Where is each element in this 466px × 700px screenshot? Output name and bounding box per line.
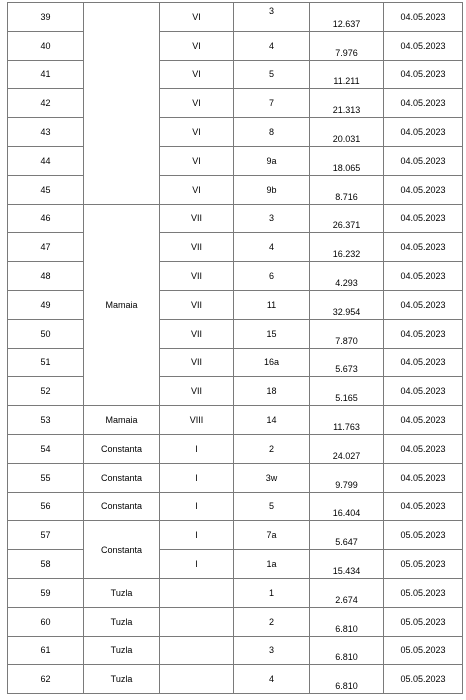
area-cell: 5.165	[310, 377, 384, 406]
nr-cell: 58	[8, 550, 84, 579]
parcel-cell: 9a	[234, 146, 310, 175]
sector-cell	[160, 578, 234, 607]
date-cell: 04.05.2023	[384, 89, 463, 118]
sector-cell: VII	[160, 233, 234, 262]
parcel-cell: 14	[234, 406, 310, 435]
table-row	[8, 233, 463, 262]
sector-cell: VI	[160, 60, 234, 89]
table-row	[8, 146, 463, 175]
nr-cell: 57	[8, 521, 84, 550]
date-cell: 04.05.2023	[384, 204, 463, 233]
nr-cell: 47	[8, 233, 84, 262]
sector-cell: VIII	[160, 406, 234, 435]
area-cell: 5.673	[310, 348, 384, 377]
date-cell: 04.05.2023	[384, 31, 463, 60]
area-cell: 16.404	[310, 492, 384, 521]
nr-cell: 41	[8, 60, 84, 89]
location-cell-constanta: Constanta	[84, 521, 160, 579]
parcel-cell: 18	[234, 377, 310, 406]
table-row	[8, 118, 463, 147]
date-cell: 04.05.2023	[384, 319, 463, 348]
nr-cell: 43	[8, 118, 84, 147]
table-row	[8, 434, 463, 463]
sector-cell: VI	[160, 89, 234, 118]
parcel-cell: 4	[234, 233, 310, 262]
parcel-table	[7, 2, 463, 694]
nr-cell: 46	[8, 204, 84, 233]
area-cell: 21.313	[310, 89, 384, 118]
sector-cell: VII	[160, 348, 234, 377]
date-cell: 05.05.2023	[384, 521, 463, 550]
nr-cell: 39	[8, 3, 84, 32]
parcel-cell: 1	[234, 578, 310, 607]
parcel-cell: 3	[234, 3, 310, 32]
parcel-cell: 16a	[234, 348, 310, 377]
sector-cell: I	[160, 550, 234, 579]
parcel-cell: 5	[234, 60, 310, 89]
table-row	[8, 377, 463, 406]
parcel-cell: 3w	[234, 463, 310, 492]
nr-cell: 44	[8, 146, 84, 175]
parcel-cell: 9b	[234, 175, 310, 204]
table-row	[8, 175, 463, 204]
nr-cell: 54	[8, 434, 84, 463]
nr-cell: 62	[8, 665, 84, 694]
area-cell: 2.674	[310, 578, 384, 607]
area-cell: 18.065	[310, 146, 384, 175]
parcel-cell: 3	[234, 204, 310, 233]
table-row	[8, 492, 463, 521]
location-cell: Tuzla	[84, 578, 160, 607]
nr-cell: 59	[8, 578, 84, 607]
nr-cell: 56	[8, 492, 84, 521]
location-cell: Constanta	[84, 492, 160, 521]
location-cell: Tuzla	[84, 636, 160, 665]
nr-cell: 52	[8, 377, 84, 406]
parcel-cell: 7	[234, 89, 310, 118]
area-cell: 11.211	[310, 60, 384, 89]
date-cell: 04.05.2023	[384, 377, 463, 406]
sector-cell: VI	[160, 118, 234, 147]
location-cell: Tuzla	[84, 665, 160, 694]
parcel-cell: 7a	[234, 521, 310, 550]
nr-cell: 61	[8, 636, 84, 665]
area-cell: 7.976	[310, 31, 384, 60]
nr-cell: 51	[8, 348, 84, 377]
area-cell: 26.371	[310, 204, 384, 233]
date-cell: 04.05.2023	[384, 118, 463, 147]
nr-cell: 60	[8, 607, 84, 636]
sector-cell: I	[160, 434, 234, 463]
date-cell: 04.05.2023	[384, 492, 463, 521]
sector-cell: I	[160, 492, 234, 521]
table-row	[8, 578, 463, 607]
date-cell: 05.05.2023	[384, 550, 463, 579]
area-cell: 6.810	[310, 607, 384, 636]
table-row	[8, 89, 463, 118]
location-cell: Mamaia	[84, 406, 160, 435]
sector-cell: I	[160, 521, 234, 550]
nr-cell: 45	[8, 175, 84, 204]
nr-cell: 55	[8, 463, 84, 492]
sector-cell: VI	[160, 3, 234, 32]
date-cell: 04.05.2023	[384, 290, 463, 319]
parcel-cell: 4	[234, 31, 310, 60]
table-row	[8, 31, 463, 60]
parcel-cell: 5	[234, 492, 310, 521]
table-row	[8, 406, 463, 435]
sector-cell: VI	[160, 146, 234, 175]
parcel-cell: 1a	[234, 550, 310, 579]
area-cell: 7.870	[310, 319, 384, 348]
sector-cell: VI	[160, 175, 234, 204]
date-cell: 05.05.2023	[384, 665, 463, 694]
sector-cell: VII	[160, 262, 234, 291]
date-cell: 04.05.2023	[384, 434, 463, 463]
area-cell: 20.031	[310, 118, 384, 147]
area-cell: 12.637	[310, 3, 384, 32]
area-cell: 15.434	[310, 550, 384, 579]
area-cell: 24.027	[310, 434, 384, 463]
table-row	[8, 550, 463, 579]
date-cell: 04.05.2023	[384, 348, 463, 377]
date-cell: 04.05.2023	[384, 146, 463, 175]
parcel-cell: 4	[234, 665, 310, 694]
location-cell	[84, 3, 160, 205]
parcel-cell: 15	[234, 319, 310, 348]
table-row	[8, 319, 463, 348]
area-cell: 32.954	[310, 290, 384, 319]
table-row	[8, 204, 463, 233]
table-row	[8, 636, 463, 665]
location-cell: Tuzla	[84, 607, 160, 636]
table-row	[8, 348, 463, 377]
parcel-cell: 2	[234, 607, 310, 636]
nr-cell: 48	[8, 262, 84, 291]
date-cell: 04.05.2023	[384, 406, 463, 435]
parcel-cell: 2	[234, 434, 310, 463]
date-cell: 05.05.2023	[384, 578, 463, 607]
area-cell: 11.763	[310, 406, 384, 435]
nr-cell: 42	[8, 89, 84, 118]
location-cell-mamaia: Mamaia	[84, 204, 160, 406]
area-cell: 9.799	[310, 463, 384, 492]
sector-cell: VI	[160, 31, 234, 60]
parcel-cell: 3	[234, 636, 310, 665]
table-row	[8, 665, 463, 694]
date-cell: 04.05.2023	[384, 233, 463, 262]
sector-cell	[160, 636, 234, 665]
parcel-cell: 11	[234, 290, 310, 319]
table-row	[8, 463, 463, 492]
date-cell: 04.05.2023	[384, 262, 463, 291]
nr-cell: 50	[8, 319, 84, 348]
area-cell: 5.647	[310, 521, 384, 550]
table-row	[8, 60, 463, 89]
date-cell: 04.05.2023	[384, 463, 463, 492]
table-row	[8, 607, 463, 636]
area-cell: 4.293	[310, 262, 384, 291]
area-cell: 8.716	[310, 175, 384, 204]
location-cell: Constanta	[84, 463, 160, 492]
area-cell: 6.810	[310, 665, 384, 694]
table-row	[8, 3, 463, 32]
table-row	[8, 262, 463, 291]
table-row	[8, 521, 463, 550]
parcel-cell: 8	[234, 118, 310, 147]
area-cell: 16.232	[310, 233, 384, 262]
nr-cell: 53	[8, 406, 84, 435]
sector-cell: I	[160, 463, 234, 492]
sector-cell	[160, 607, 234, 636]
area-cell: 6.810	[310, 636, 384, 665]
date-cell: 04.05.2023	[384, 60, 463, 89]
location-cell: Constanta	[84, 434, 160, 463]
sector-cell: VII	[160, 319, 234, 348]
nr-cell: 40	[8, 31, 84, 60]
sector-cell: VII	[160, 290, 234, 319]
parcel-cell: 6	[234, 262, 310, 291]
nr-cell: 49	[8, 290, 84, 319]
date-cell: 04.05.2023	[384, 3, 463, 32]
table-row	[8, 290, 463, 319]
sector-cell	[160, 665, 234, 694]
sector-cell: VII	[160, 204, 234, 233]
date-cell: 05.05.2023	[384, 607, 463, 636]
date-cell: 05.05.2023	[384, 636, 463, 665]
date-cell: 04.05.2023	[384, 175, 463, 204]
sector-cell: VII	[160, 377, 234, 406]
